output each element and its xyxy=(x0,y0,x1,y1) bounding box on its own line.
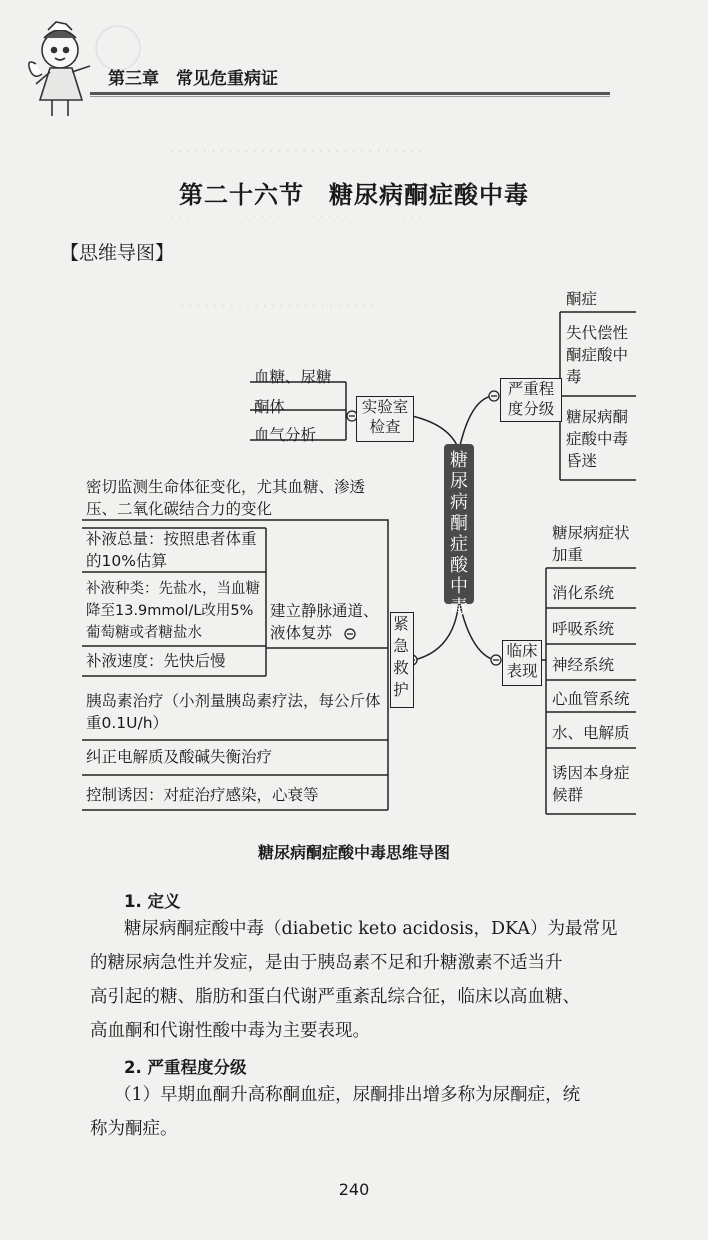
mindmap-center-node: 糖尿病酮症酸中毒 xyxy=(444,444,474,604)
paragraph-line: 糖尿病酮症酸中毒（diabetic keto acidosis，DKA）为最常见 xyxy=(124,919,618,939)
clinical-node-label: 临床表现 xyxy=(506,642,538,680)
emergency-node-label: 紧急救护 xyxy=(393,615,409,699)
lab-item: 血气分析 xyxy=(254,426,317,444)
emergency-node xyxy=(390,612,414,708)
clinical-item: 糖尿病症状加重 xyxy=(552,524,630,564)
lab-node-label: 实验室检查 xyxy=(361,398,409,436)
iv-item: 补液总量：按照患者体重的10%估算 xyxy=(86,530,257,570)
paragraph-line: 称为酮症。 xyxy=(90,1119,178,1139)
iv-node: 建立静脉通道、液体复苏 xyxy=(270,602,379,642)
clinical-item: 消化系统 xyxy=(552,584,615,602)
monitor-item: 密切监测生命体征变化，尤其血糖、渗透压、二氧化碳结合力的变化 xyxy=(86,478,366,518)
emergency-item: 胰岛素治疗（小剂量胰岛素疗法，每公斤体重0.1U/h） xyxy=(86,692,381,732)
iv-item: 补液种类：先盐水，当血糖降至13.9mmol/L改用5%葡萄糖或者糖盐水 xyxy=(86,581,260,641)
severity-item: 酮症 xyxy=(566,290,598,308)
section-title: 第二十六节 糖尿病酮症酸中毒 xyxy=(179,180,529,209)
clinical-item: 呼吸系统 xyxy=(552,620,615,638)
paragraph-line: （1）早期血酮升高称酮血症，尿酮排出增多称为尿酮症，统 xyxy=(114,1085,581,1105)
section-heading: 2. 严重程度分级 xyxy=(124,1058,247,1077)
clinical-item: 诱因本身症候群 xyxy=(552,764,630,804)
lab-item: 血糖、尿糖 xyxy=(254,368,332,386)
clinical-item: 神经系统 xyxy=(552,656,615,674)
paragraph-line: 高血酮和代谢性酸中毒为主要表现。 xyxy=(90,1021,370,1041)
clinical-item: 水、电解质 xyxy=(552,724,630,742)
page-number: 240 xyxy=(338,1180,370,1199)
clinical-item: 心血管系统 xyxy=(552,690,630,708)
paragraph-line: 高引起的糖、脂肪和蛋白代谢严重紊乱综合征，临床以高血糖、 xyxy=(90,987,580,1007)
paragraph-line: 的糖尿病急性并发症，是由于胰岛素不足和升糖激素不适当升 xyxy=(90,953,563,973)
chapter-header: 第三章 常见危重病证 xyxy=(108,69,278,89)
emergency-item: 控制诱因：对症治疗感染，心衰等 xyxy=(86,786,319,804)
severity-node-label: 严重程度分级 xyxy=(507,380,555,418)
clinical-node xyxy=(502,640,542,686)
lab-node xyxy=(356,396,414,442)
severity-item: 糖尿病酮症酸中毒昏迷 xyxy=(566,408,629,470)
emergency-item: 纠正电解质及酸碱失衡治疗 xyxy=(86,748,273,766)
severity-item: 失代偿性酮症酸中毒 xyxy=(566,324,629,386)
mindmap-label: 【思维导图】 xyxy=(60,242,175,264)
mindmap-caption: 糖尿病酮症酸中毒思维导图 xyxy=(257,843,450,862)
section-heading: 1. 定义 xyxy=(124,892,181,911)
lab-item: 酮体 xyxy=(254,398,286,416)
severity-node xyxy=(500,378,562,422)
iv-item: 补液速度：先快后慢 xyxy=(86,652,226,670)
